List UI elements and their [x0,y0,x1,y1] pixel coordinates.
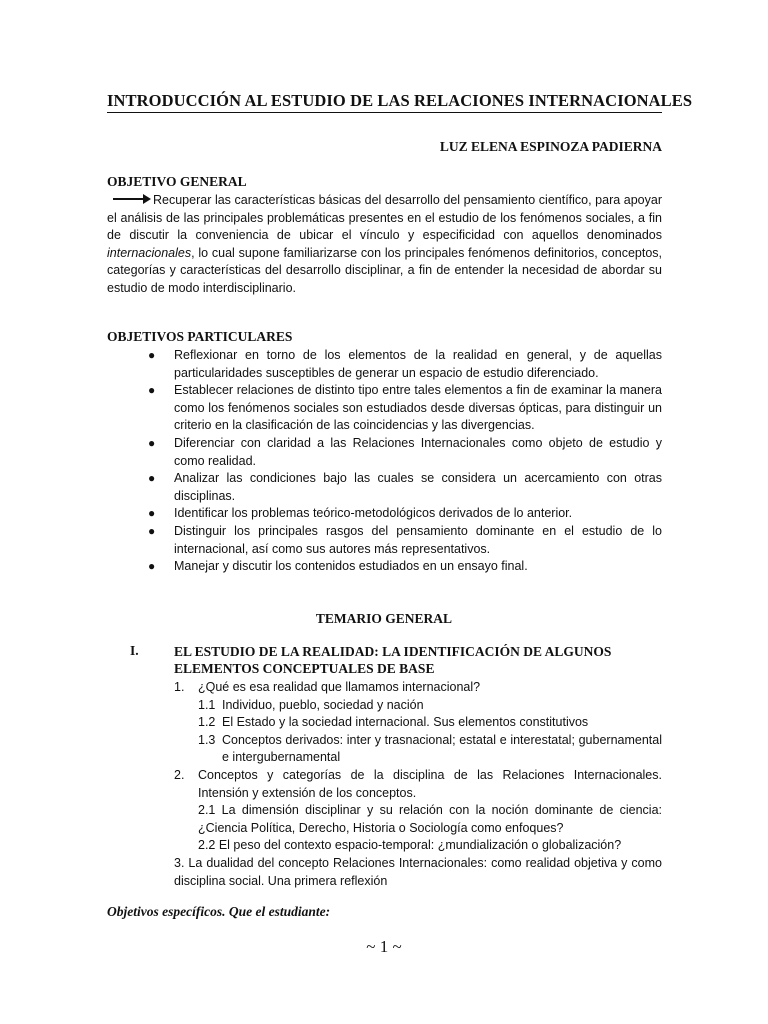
unit-title: EL ESTUDIO DE LA REALIDAD: LA IDENTIFICACIÓN DE ALGUNOS ELEMENTOS CONCEPTUALES DE BASE [174,644,612,676]
author-name: LUZ ELENA ESPINOZA PADIERNA [439,139,662,154]
list-item [107,435,662,470]
general-objective-text-end: , lo cual supone familiarizarse con los principales fenómenos definitorios, conceptos, categorías y características del desarrollo disciplinar, a fin de entender la necesidad de abordar su estudio de modo interdisciplinario. [107,245,662,295]
item-number: 2. [174,767,185,782]
list-item-text: Distinguir los principales rasgos del pensamiento dominante en el estudio de lo internacional, así como sus autores más representativos. [174,523,662,556]
syllabus-item-3: 3. La dualidad del concepto Relaciones Internacionales: como realidad objetiva y como disciplina social. Una primera reflexión [174,855,662,888]
page-number: ~ 1 ~ [366,937,402,956]
specific-objectives-heading: Objetivos específicos. Que el estudiante: [107,904,331,919]
list-item [107,470,662,505]
list-item-text: Analizar las condiciones bajo las cuales se considera un acercamiento con otras disciplinas. [174,471,662,503]
list-item [107,382,662,435]
arrow-right-icon [113,194,151,204]
general-objective-paragraph [107,192,662,298]
general-objective-text: Recuperar las características básicas del desarrollo del pensamiento científico, para apoyar el análisis de las principales problemáticas presentes en el estudio de los fenómenos sociales, a fin de discutir la conveniencia de ubicar el vínculo y especificidad con aquellos denominados [107,193,662,243]
list-item [107,347,662,382]
bullet-icon: ● [148,559,156,574]
list-item-text: Diferenciar con claridad a las Relaciones Internacionales como objeto de estudio y como realidad. [174,435,662,468]
item-number: 1. [174,680,185,694]
unit-number: I. [130,643,139,658]
item-number: 1.2 [198,715,216,730]
general-objective-heading: OBJETIVO GENERAL [107,174,247,189]
bullet-icon: ● [148,471,156,486]
item-text: Conceptos y categorías de la disciplina de las Relaciones Internacionales. Intensión y extensión de los conceptos. [198,767,662,800]
syllabus-item-1-1 [174,697,662,715]
document-title: INTRODUCCIÓN AL ESTUDIO DE LAS RELACIONES INTERNACIONALES [107,91,662,113]
list-item-text: Reflexionar en torno de los elementos de la realidad en general, y de aquellas particularidades susceptibles de generar un espacio de estudio diferenciado. [174,348,662,380]
syllabus-item-1-3 [174,732,662,767]
syllabus-list [174,679,662,890]
item-text: Individuo, pueblo, sociedad y nación [222,697,424,712]
list-item [107,505,662,523]
bullet-icon: ● [148,506,156,521]
list-item [107,558,662,576]
list-item [107,523,662,558]
syllabus-item-1 [174,679,662,697]
syllabus-item-2 [174,767,662,802]
bullet-icon: ● [148,348,156,362]
syllabus-item-1-2 [174,714,662,732]
particular-objectives-heading: OBJETIVOS PARTICULARES [107,329,293,344]
syllabus-heading: TEMARIO GENERAL [315,611,453,626]
list-item-text: Establecer relaciones de distinto tipo entre tales elementos a fin de examinar la manera como los fenómenos sociales son estudiados desde diversas ópticas, para distinguir un criterio en la clasificación de las coincidencias y las divergencias. [174,383,662,433]
syllabus-item-2-2: 2.2 El peso del contexto espacio-temporal: ¿mundialización o globalización? [198,838,622,853]
bullet-icon: ● [148,383,156,398]
particular-objectives-list [107,347,662,576]
syllabus-item-2-1: 2.1 La dimensión disciplinar y su relación con la noción dominante de ciencia: ¿Ciencia Política, Derecho, Historia o Sociología como enfoques? [198,803,662,835]
list-item-text: Identificar los problemas teórico-metodológicos derivados de lo anterior. [174,506,573,521]
item-number: 1.1 [198,697,216,712]
bullet-icon: ● [148,523,156,538]
item-text: ¿Qué es esa realidad que llamamos internacional? [198,680,481,694]
general-objective-italic: internacionales [107,245,192,260]
item-number: 1.3 [198,732,216,747]
list-item-text: Manejar y discutir los contenidos estudiados en un ensayo final. [174,559,528,574]
item-text: Conceptos derivados: inter y trasnacional; estatal e interestatal; gubernamental e intergubernamental [222,732,662,765]
bullet-icon: ● [148,435,156,450]
item-text: El Estado y la sociedad internacional. Sus elementos constitutivos [222,715,589,730]
